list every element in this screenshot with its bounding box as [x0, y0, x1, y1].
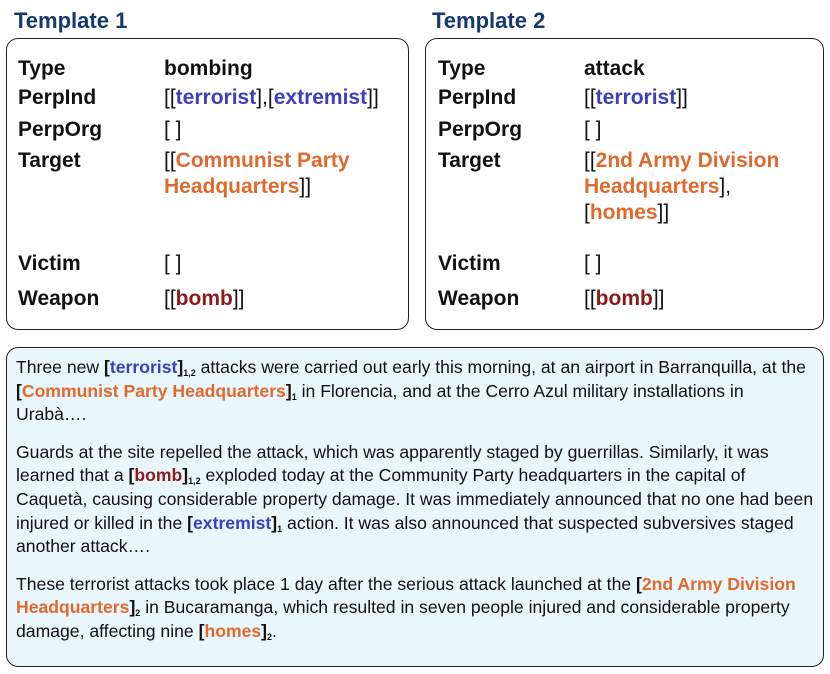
victim-value: [ ]: [164, 252, 182, 275]
target-entity-cont: Headquarters: [164, 175, 300, 198]
weapon-entity: bomb: [175, 287, 233, 310]
entity-bomb: bomb: [134, 465, 183, 486]
target-entity: 2nd Army Division: [595, 149, 780, 172]
type-value: attack: [584, 57, 645, 80]
template-1-title: Template 1: [14, 8, 128, 33]
type-label: Type: [438, 57, 486, 80]
passage-paragraph-2: Guards at the site repelled the attack, which was apparently staged by guerrillas. Similarly, it was learned that a $[bomb]_{1,2}$ exploded today at the Community Party headquarters in the capital of Caquetà, causing considerable property damage. It was immediately announced that no one had been injured or killed in the $[extremist]_1$ action. It was also announced that suspected subversives staged another attack….: [16, 441, 814, 557]
entity-2nd-army-hq: 2nd Army Division Headquarters: [16, 573, 796, 618]
weapon-value: [[bomb]]: [164, 287, 245, 310]
perporg-label: PerpOrg: [438, 118, 523, 141]
weapon-label: Weapon: [18, 287, 100, 310]
perpind-label: PerpInd: [438, 86, 517, 109]
target-entity: Communist Party: [175, 149, 350, 172]
type-label: Type: [18, 57, 66, 80]
target-value: [[Communist Party Headquarters]]: [164, 149, 350, 198]
entity-homes: homes: [204, 620, 262, 641]
perporg-label: PerpOrg: [18, 118, 103, 141]
weapon-label: Weapon: [438, 287, 520, 310]
target-label: Target: [438, 149, 501, 172]
entity-terrorist: terrorist: [109, 357, 178, 377]
template-1-box: [6, 38, 409, 330]
victim-value: [ ]: [584, 252, 602, 275]
type-value: bombing: [164, 57, 253, 80]
victim-label: Victim: [18, 252, 81, 275]
entity-communist-party-hq: Communist Party Headquarters: [21, 380, 286, 401]
entity-extremist: extremist: [193, 512, 272, 533]
weapon-entity: bomb: [595, 287, 653, 310]
target-label: Target: [18, 149, 81, 172]
perpind-label: PerpInd: [18, 86, 97, 109]
template-2-box: [425, 38, 824, 330]
template-2-title: Template 2: [432, 8, 546, 33]
perpind-entity: extremist: [273, 86, 368, 109]
perporg-value: [ ]: [164, 118, 182, 141]
perpind-entity: terrorist: [595, 86, 677, 109]
victim-label: Victim: [438, 252, 501, 275]
document-passage: [6, 347, 824, 667]
passage-paragraph-3: These terrorist attacks took place 1 day after the serious attack launched at the [2nd Army Division $Headquarters]_2$ in Bucaramanga, which resulted in seven people injured and considerable property damage, affecting nine $[homes]_2$.: [16, 573, 796, 642]
perpind-entity: terrorist: [175, 86, 257, 109]
weapon-value: [[bomb]]: [584, 287, 665, 310]
passage-paragraph-1: Three new $[terrorist]_{1,2}$ attacks were carried out early this morning, at an airport in Barranquilla, at the [Communist Party $Headquarters]_1$ in Florencia, and at the Cerro Azul military installations in Urabà….: [16, 357, 806, 425]
target-entity: homes: [589, 201, 658, 224]
target-value: [[2nd Army Division Headquarters], [homes]]: [584, 149, 780, 224]
perpind-value: [[terrorist],[extremist]]: [164, 86, 379, 109]
perpind-value: [[terrorist]]: [584, 86, 688, 109]
perporg-value: [ ]: [584, 118, 602, 141]
target-entity-cont: Headquarters: [584, 175, 720, 198]
